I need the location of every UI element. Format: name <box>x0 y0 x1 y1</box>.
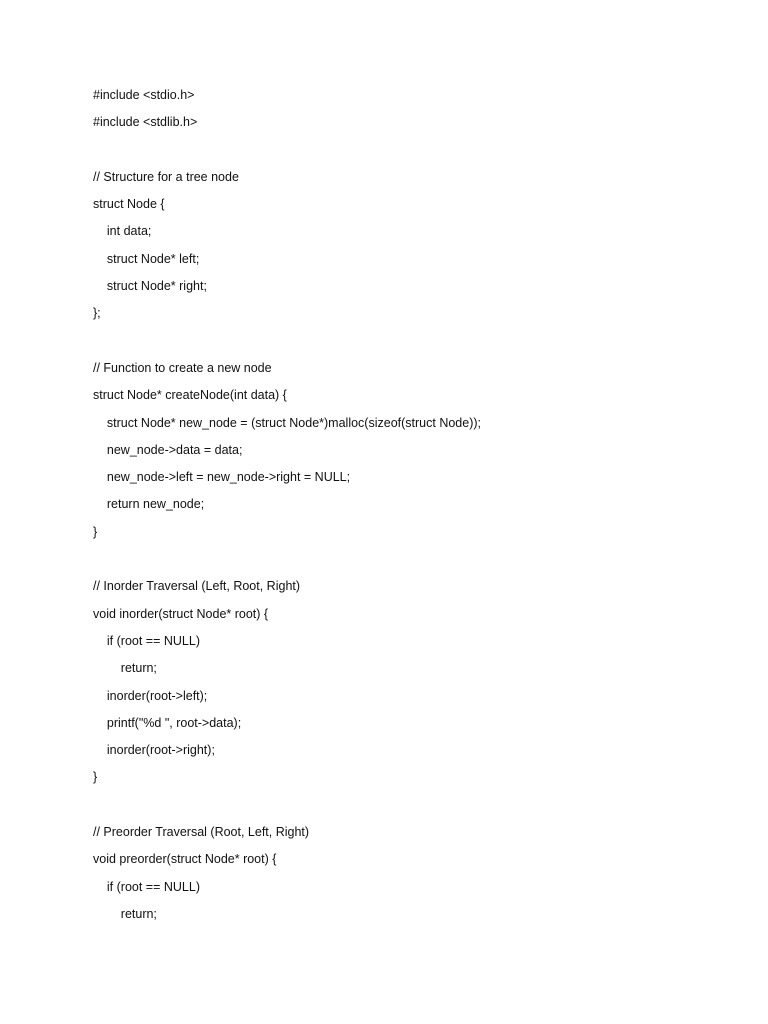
code-line: void preorder(struct Node* root) { <box>93 852 277 867</box>
code-line: inorder(root->right); <box>93 743 215 758</box>
blank-line <box>93 141 733 168</box>
code-comment: // Structure for a tree node <box>93 169 239 184</box>
code-line: struct Node* new_node = (struct Node*)malloc(sizeof(struct Node)); <box>93 415 482 430</box>
code-line: inorder(root->left); <box>93 688 208 703</box>
code-line: }; <box>93 306 101 321</box>
code-line: } <box>93 770 98 785</box>
code-line: struct Node* left; <box>93 251 200 266</box>
code-line: return; <box>93 661 157 676</box>
code-comment: // Preorder Traversal (Root, Left, Right) <box>93 825 310 840</box>
code-line: struct Node { <box>93 197 165 212</box>
code-line: return; <box>93 906 157 921</box>
code-line: if (root == NULL) <box>93 879 200 894</box>
code-line: new_node->left = new_node->right = NULL; <box>93 470 351 485</box>
blank-line <box>93 332 733 359</box>
code-comment: // Inorder Traversal (Left, Root, Right) <box>93 579 301 594</box>
code-line: printf("%d ", root->data); <box>93 715 242 730</box>
code-line: int data; <box>93 224 152 239</box>
code-line: new_node->data = data; <box>93 442 243 457</box>
code-line: #include <stdlib.h> <box>93 115 198 130</box>
code-listing <box>93 86 733 932</box>
code-line: return new_node; <box>93 497 205 512</box>
code-line: #include <stdio.h> <box>93 88 195 102</box>
code-line: struct Node* right; <box>93 279 207 294</box>
code-line: if (root == NULL) <box>93 633 200 648</box>
blank-line <box>93 796 733 823</box>
code-line: void inorder(struct Node* root) { <box>93 606 269 621</box>
code-comment: // Function to create a new node <box>93 360 272 375</box>
code-line: struct Node* createNode(int data) { <box>93 388 287 403</box>
blank-line <box>93 550 733 577</box>
code-line: } <box>93 524 98 539</box>
